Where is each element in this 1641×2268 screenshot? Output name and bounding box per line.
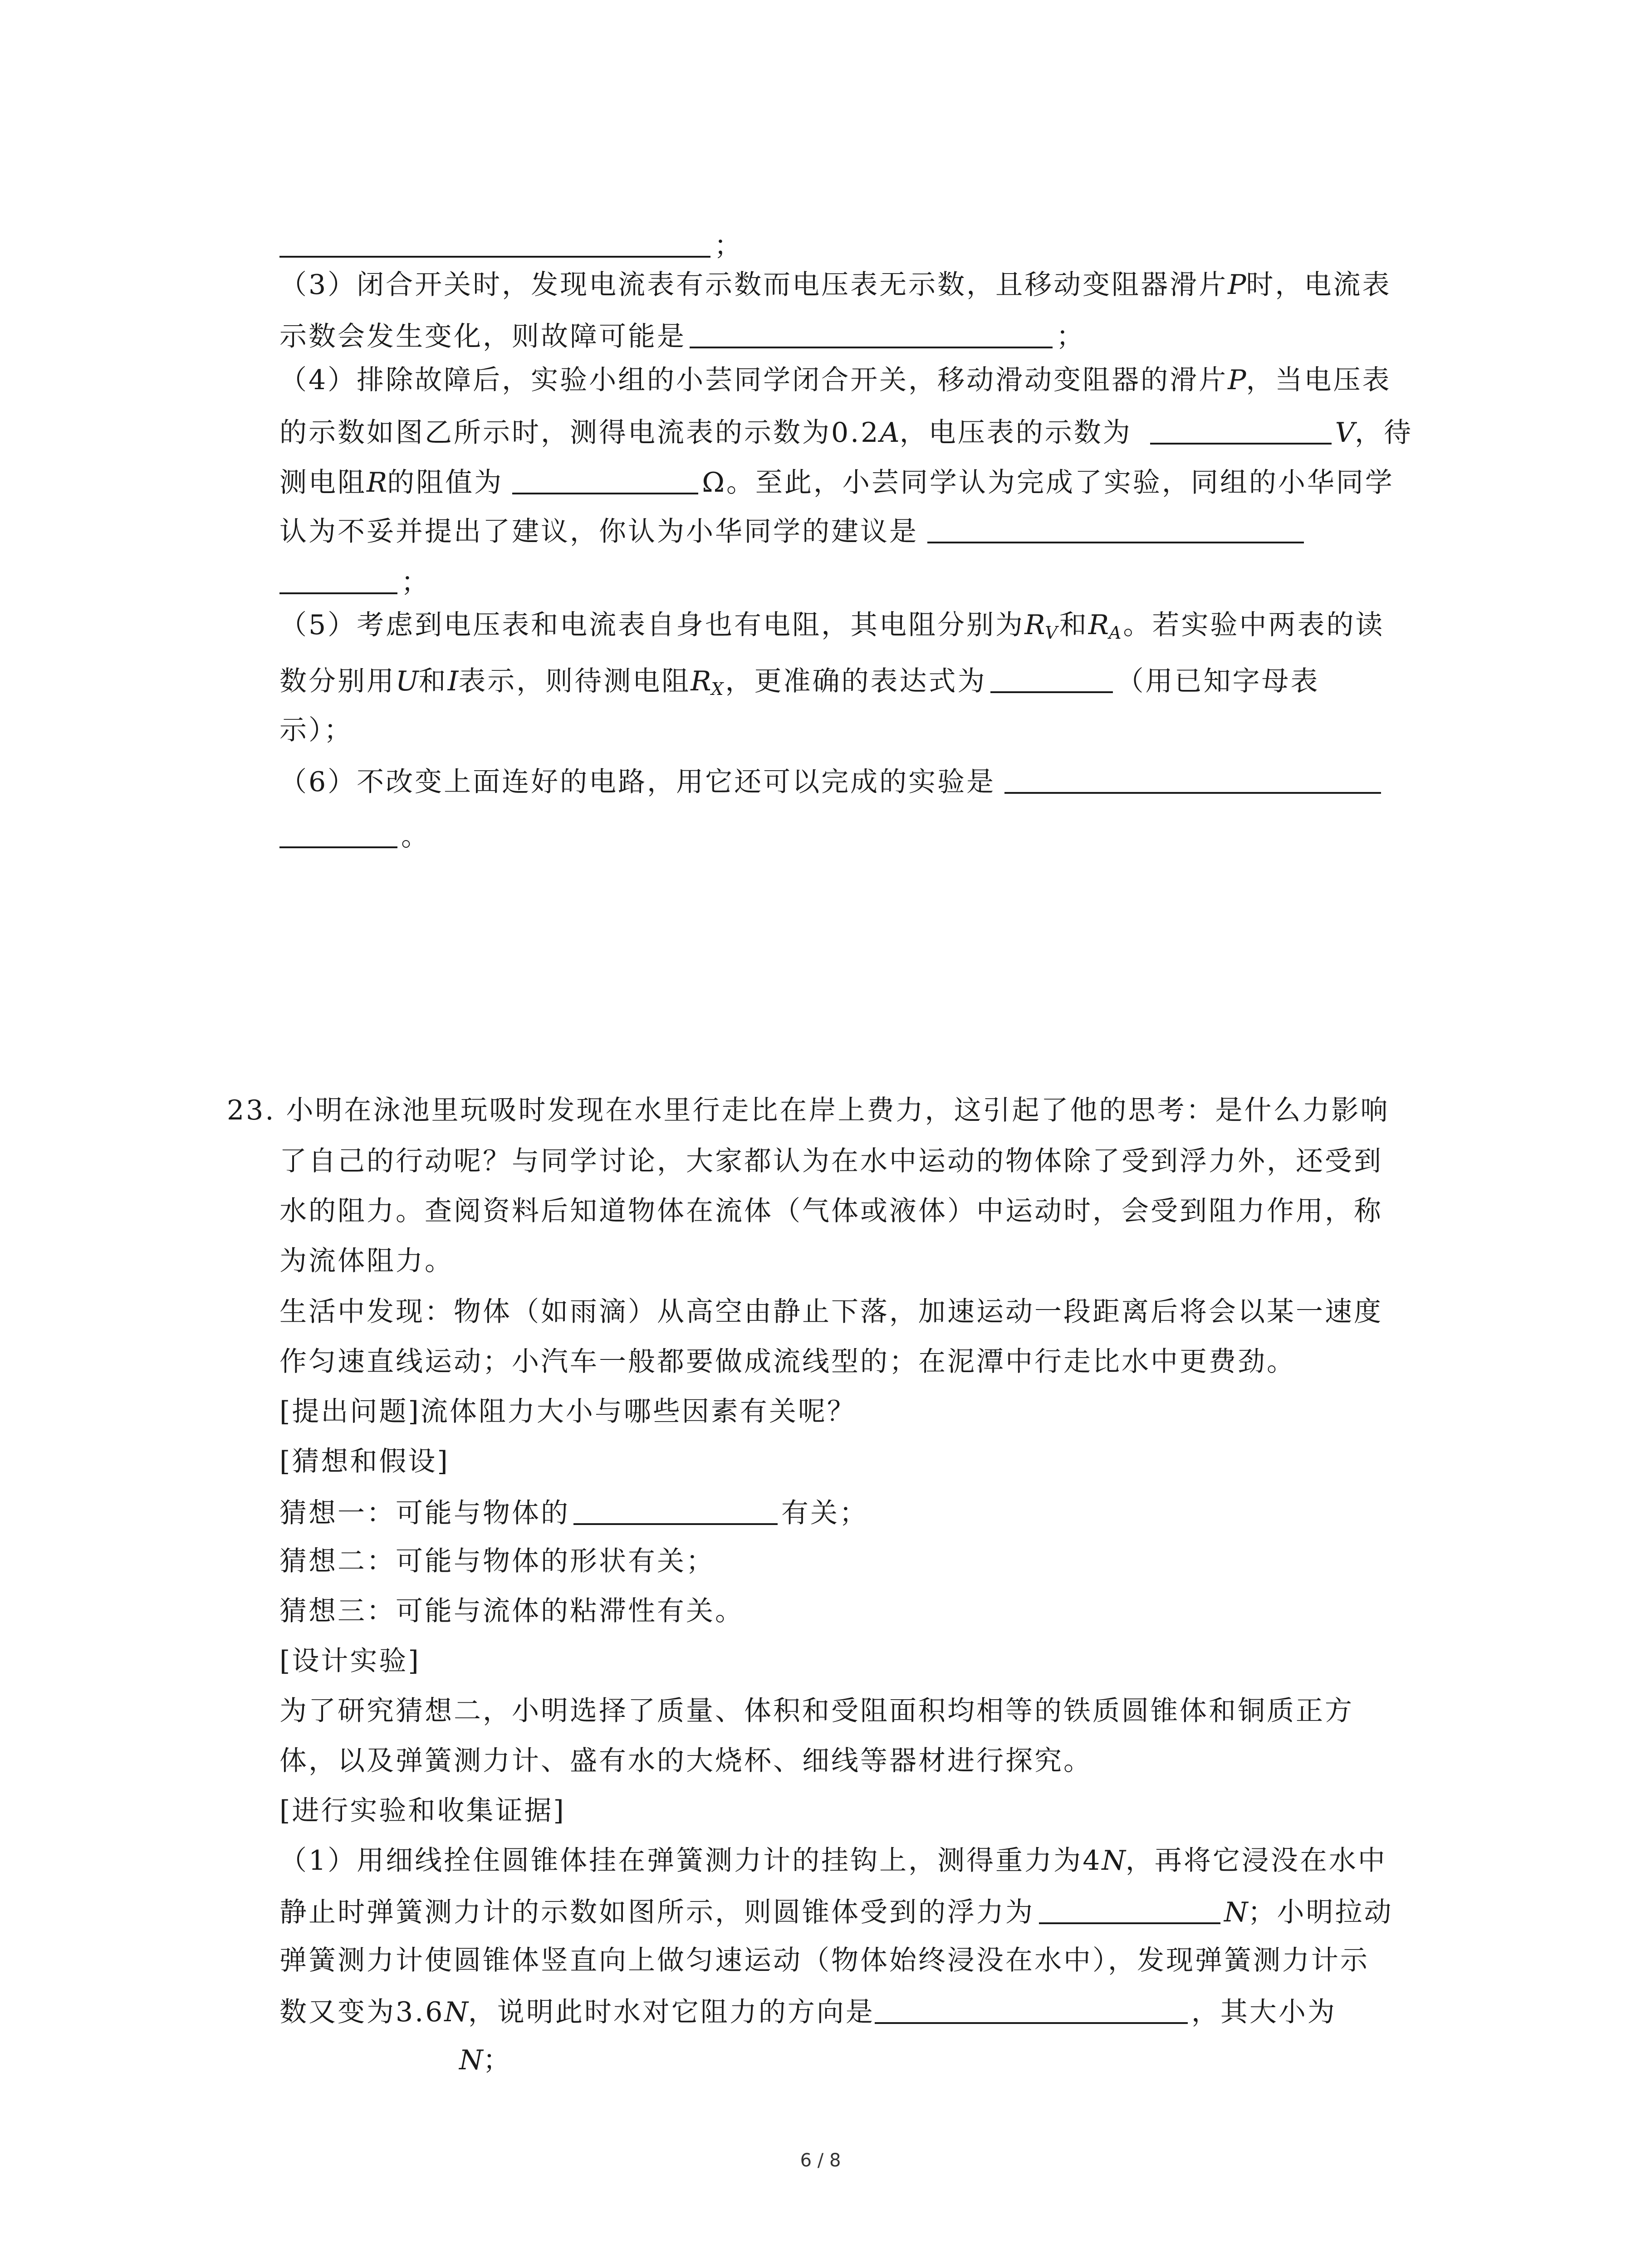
page-number: 6 / 8: [800, 2150, 841, 2171]
answer-blank: [279, 821, 397, 848]
sub-question-1-line-4: 数又变为3.6N，说明此时水对它阻力的方向是 ，其大小为: [279, 1996, 1337, 2028]
sub-question-6-line-2: 。: [279, 821, 430, 850]
sub-question-5-line-3: 示）；: [279, 714, 353, 746]
answer-line-2-end: ；: [279, 230, 743, 259]
answer-blank: [990, 666, 1113, 693]
section-hypothesis: [猜想和假设]: [279, 1446, 450, 1477]
question-23-line-2: 了自己的行动呢？与同学讨论，大家都认为在水中运动的物体除了受到浮力外，还受到: [279, 1145, 1383, 1177]
design-line-2: 体，以及弹簧测力计、盛有水的大烧杯、细线等器材进行探究。: [279, 1745, 1092, 1777]
question-23-line-5: 生活中发现：物体（如雨滴）从高空由静止下落，加速运动一段距离后将会以某一速度: [279, 1296, 1383, 1328]
sub-question-1: （1）用细线拴住圆锥体挂在弹簧测力计的挂钩上，测得重力为4N，再将它浸没在水中: [279, 1845, 1387, 1877]
sub-question-3-line-2: 示数会发生变化，则故障可能是 ；: [279, 321, 1085, 352]
question-number: 23.: [227, 1095, 276, 1126]
answer-blank: [573, 1498, 778, 1525]
answer-blank: [1004, 767, 1381, 794]
section-raise-question: [提出问题]流体阻力大小与哪些因素有关呢？: [279, 1396, 856, 1427]
answer-blank: [512, 467, 698, 494]
sub-question-4-line-3: 测电阻R的阻值为 Ω。至此，小芸同学认为完成了实验，同组的小华同学: [279, 467, 1394, 499]
sub-question-1-line-2: 静止时弹簧测力计的示数如图所示，则圆锥体受到的浮力为 N；小明拉动: [279, 1897, 1393, 1928]
question-23-line-4: 为流体阻力。: [279, 1245, 454, 1277]
question-23-line-6: 作匀速直线运动；小汽车一般都要做成流线型的；在泥潭中行走比水中更费劲。: [279, 1346, 1296, 1378]
answer-blank: [279, 230, 710, 258]
question-23-line-3: 水的阻力。查阅资料后知道物体在流体（气体或液体）中运动时，会受到阻力作用，称: [279, 1195, 1383, 1227]
sub-question-3: （3）闭合开关时，发现电流表有示数而电压表无示数，且移动变阻器滑片P时，电流表: [279, 269, 1391, 301]
answer-blank: [279, 567, 397, 594]
answer-blank: [875, 1997, 1188, 2024]
sub-question-4: （4）排除故障后，实验小组的小芸同学闭合开关，移动滑动变阻器的滑片P，当电压表: [279, 364, 1391, 396]
answer-blank: [1039, 1897, 1220, 1924]
design-line-1: 为了研究猜想二，小明选择了质量、体积和受阻面积均相等的铁质圆锥体和铜质正方: [279, 1695, 1354, 1727]
answer-blank: [690, 321, 1053, 348]
sub-question-6: （6）不改变上面连好的电路，用它还可以完成的实验是: [279, 767, 1385, 796]
question-23-line-1: 23. 小明在泳池里玩吸时发现在水里行走比在岸上费力，这引起了他的思考：是什么力影响: [227, 1095, 1390, 1126]
sub-question-4-line-2: 的示数如图乙所示时，测得电流表的示数为0.2A，电压表的示数为 V，待: [279, 417, 1413, 449]
sub-question-1-line-3: 弹簧测力计使圆锥体竖直向上做匀速运动（物体始终浸没在水中），发现弹簧测力计示: [279, 1945, 1369, 1976]
section-design: [设计实验]: [279, 1645, 421, 1677]
sub-question-4-line-5: ；: [279, 567, 430, 596]
hypothesis-2: 猜想二：可能与物体的形状有关；: [279, 1545, 715, 1577]
answer-blank: [927, 516, 1304, 543]
hypothesis-3: 猜想三：可能与流体的粘滞性有关。: [279, 1595, 744, 1627]
sub-question-5: （5）考虑到电压表和电流表自身也有电阻，其电阻分别为$R_V$和$R_A$。若实验中两表的读: [279, 609, 1385, 643]
answer-blank: [1150, 417, 1332, 445]
hypothesis-1: 猜想一：可能与物体的 有关；: [279, 1497, 868, 1529]
section-experiment: [进行实验和收集证据]: [279, 1795, 566, 1827]
sub-question-4-line-4: 认为不妥并提出了建议，你认为小华同学的建议是: [279, 516, 1308, 545]
sub-question-1-line-5: N；: [459, 2044, 512, 2076]
sub-question-5-line-2: 数分别用U和I表示，则待测电阻$R_X$，更准确的表达式为 （用已知字母表: [279, 665, 1320, 699]
